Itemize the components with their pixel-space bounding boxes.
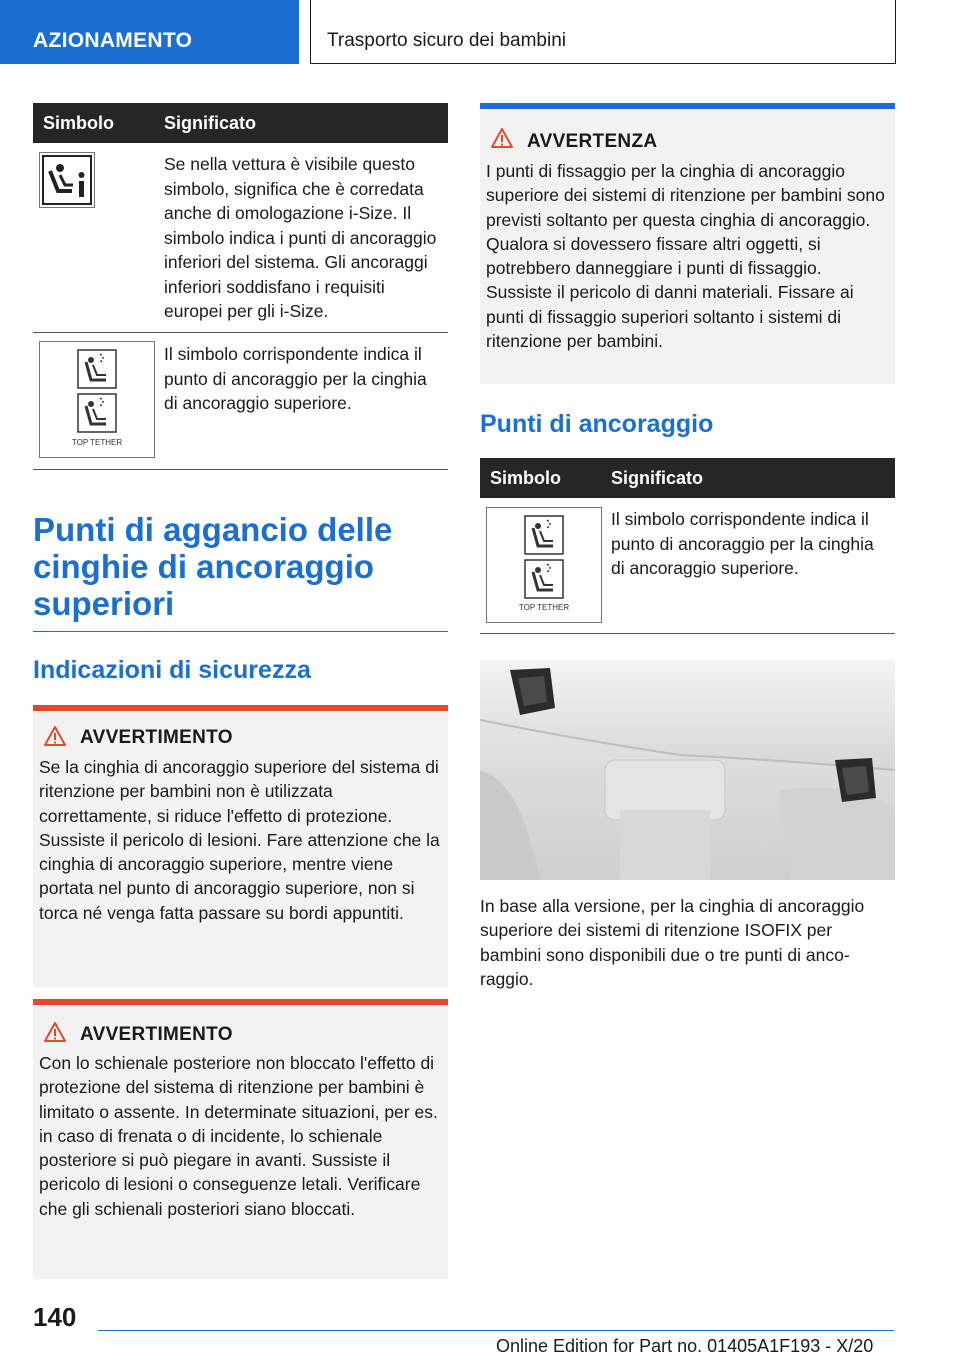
notice-bar xyxy=(480,103,895,109)
section-heading: Punti di aggancio delle cinghie di ancoraggio superiori xyxy=(33,511,393,622)
warning-icon xyxy=(43,1021,67,1043)
safety-heading: Indicazioni di sicurezza xyxy=(33,656,311,684)
icon-label: TOP TETHER xyxy=(518,603,570,612)
col-symbol: Simbolo xyxy=(490,468,561,488)
notice-text: I punti di fissaggio per la cinghia di ancoraggio superiore dei sistemi di ritenzione per bambini sono previsti soltanto per questa cinghia di ancoraggio. Qualora si dovessero fissare altri oggetti, si potrebbero danneggiare i punti di fissaggio. Sussiste il pericolo di danni materiali. Fissare ai punti di fissaggio superiori soltanto i sistemi di ritenzione per bambini. xyxy=(486,161,885,352)
row-meaning: Il simbolo corrispondente indica il punto di ancoraggio per la cinghia di ancoraggio superiore. xyxy=(611,509,874,578)
warning-title: AVVERTIMENTO xyxy=(80,727,233,748)
warning-title: AVVERTIMENTO xyxy=(80,1024,233,1045)
header-divider-left xyxy=(310,0,311,64)
footer-edition: Online Edition for Part no. 01405A1F193 - X/20 xyxy=(496,1336,874,1356)
warning-box xyxy=(33,705,448,987)
warning-icon xyxy=(490,127,514,149)
section-tab: AZIONAMENTO xyxy=(0,0,299,64)
table-row xyxy=(480,498,895,634)
row-meaning: Se nella vettura è visibile questo simbolo, significa che è corredata anche di omologazione i-Size. Il simbolo indica i punti di ancoraggio inferiori del sistema. Gli ancoraggi inferiori soddisfano i requisiti europei per gli i-Size. xyxy=(164,154,437,321)
col-meaning: Significato xyxy=(164,113,257,133)
i-size-icon xyxy=(39,152,95,208)
notice-title: AVVERTENZA xyxy=(527,131,658,152)
warning-bar xyxy=(33,999,448,1005)
warning-icon xyxy=(43,725,67,747)
row-meaning: Il simbolo corrispondente indica il punto di ancoraggio per la cinghia di ancoraggio superiore. xyxy=(164,344,427,413)
top-tether-icon xyxy=(39,341,155,458)
header-rule xyxy=(310,63,896,64)
icon-label: TOP TETHER xyxy=(71,438,123,447)
heading-rule xyxy=(33,631,448,632)
warning-bar xyxy=(33,705,448,711)
col-meaning: Significato xyxy=(611,468,704,488)
header-divider-right xyxy=(895,0,896,64)
left-column xyxy=(33,103,448,1279)
photo-caption: In base alla versione, per la cinghia di ancoraggio superiore dei sistemi di ritenzione ISOFIX per bambini sono disponibili due o tre punti di ancoraggio. xyxy=(480,896,865,989)
page-number: 140 xyxy=(33,1302,77,1332)
right-column xyxy=(480,103,895,989)
top-tether-icon xyxy=(486,507,602,623)
warning-text: Con lo schienale posteriore non bloccato l'effetto di protezione del sistema di ritenzione per bambini è limitato o assente. In determinate situazioni, per es. in caso di frenata o di incidente, lo schienale posteriore si può piegare in avanti. Sussiste il pericolo di lesioni o conseguenze letali. Verificare che gli schienali posteriori siano bloccati. xyxy=(39,1053,438,1219)
table2-header xyxy=(480,458,895,498)
warning-text: Se la cinghia di ancoraggio superiore del sistema di ritenzione per bambini non è utilizzata correttamente, si riduce l'effetto di protezione. Sussiste il pericolo di lesioni. Fare attenzione che la cinghia di ancoraggio superiore, mentre viene portata nel punto di ancoraggio superiore, non si torca né venga fatta passare su bordi appuntiti. xyxy=(39,757,440,923)
page-title: Trasporto sicuro dei bambini xyxy=(327,30,567,51)
anchor-heading: Punti di ancoraggio xyxy=(480,410,714,438)
table-row xyxy=(33,143,448,333)
anchor-points-photo xyxy=(480,660,895,880)
footer-rule xyxy=(98,1330,894,1331)
notice-box xyxy=(480,103,895,384)
table1-header xyxy=(33,103,448,143)
warning-box xyxy=(33,999,448,1279)
table-row xyxy=(33,333,448,470)
col-symbol: Simbolo xyxy=(43,113,114,133)
